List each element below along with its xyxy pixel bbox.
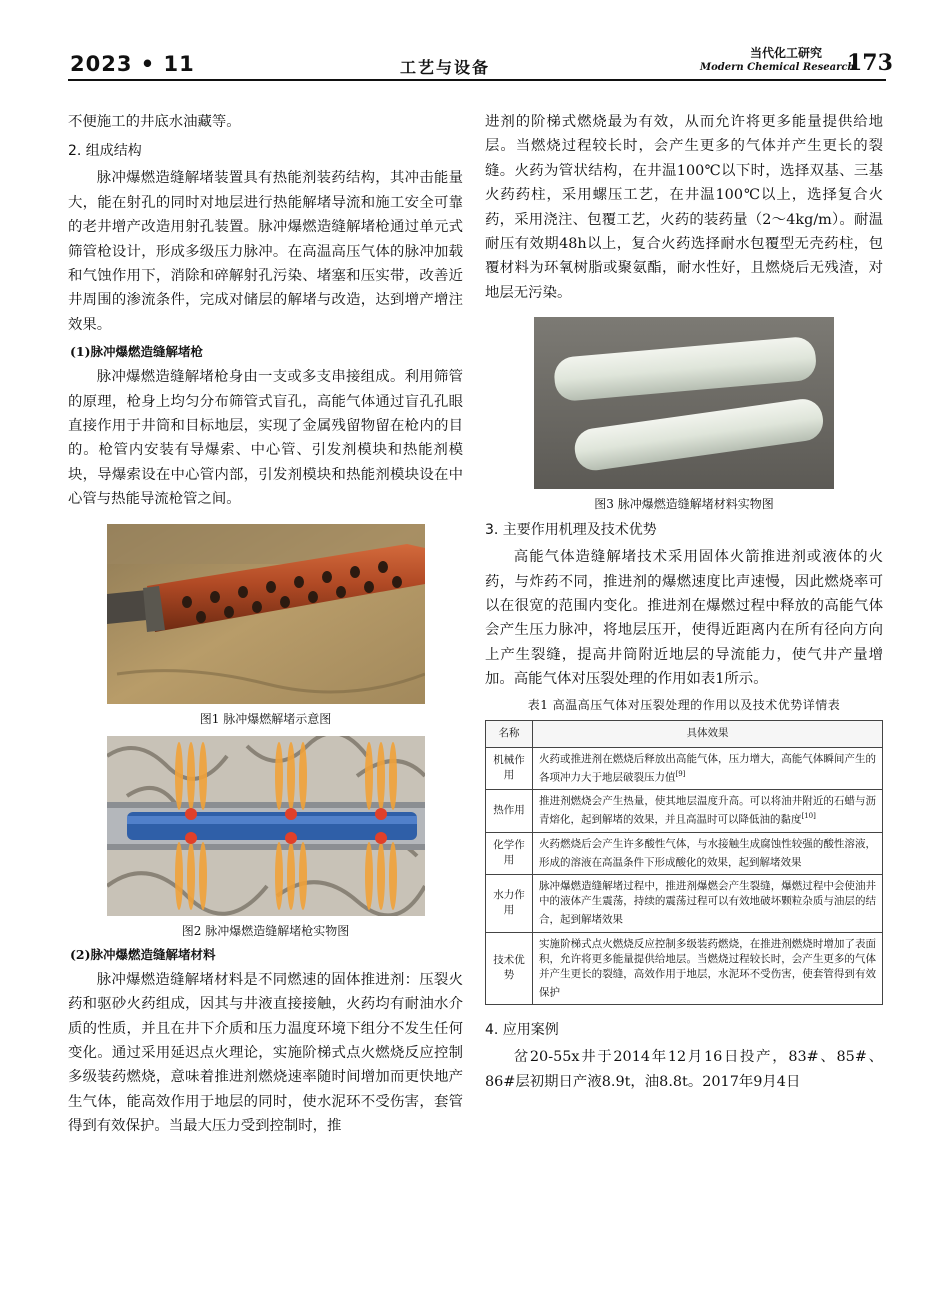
table-row <box>486 875 883 933</box>
effects-table <box>485 720 883 1006</box>
table-caption: 表1 高温高压气体对压裂处理的作用以及技术优势详情表 <box>527 697 841 712</box>
paragraph: 脉冲爆燃造缝解堵材料是不同燃速的固体推进剂：压裂火药和驱砂火药组成，因其与井液直接接触，火药均有耐油水介质的性质，并且在井下介质和压力温度环境下组分不发生任何变化。通过采用延迟点火理论，实施阶梯式点火燃烧反应控制多级装药燃烧，意味着推进剂燃烧速率随时间增加而更快地产生气体，能高效作用于地层的同时，使水泥环不受伤害，套管得到有效保护。当最大压力受到控制时，推 <box>68 971 463 1135</box>
section-title: 工艺与设备 <box>400 58 491 77</box>
table-cell-effect <box>533 832 883 875</box>
table-cell-name: 化学作用 <box>486 832 533 875</box>
figure-2-caption: 图2 脉冲爆燃造缝解堵枪实物图 <box>181 923 350 938</box>
figure-2-gun-illustration <box>107 736 425 916</box>
table-cell-name: 水力作用 <box>486 875 533 933</box>
effect-text: 脉冲爆燃造缝解堵过程中，推进剂爆燃会产生裂缝，爆燃过程中会使油井中的液体产生震荡，持续的震荡过程可以有效地破坏颗粒杂质与油层的结合，起到解堵效果 <box>539 880 876 926</box>
effect-text: 火药燃烧后会产生许多酸性气体，与水接触生成腐蚀性较强的酸性溶液，形成的溶液在高温条件下形成酸化的效果，起到解堵效果 <box>539 837 876 869</box>
table-header-effect: 具体效果 <box>533 720 883 747</box>
figure-3-material-photo <box>534 317 834 489</box>
left-column <box>68 110 463 1139</box>
issue-label: 2023 • 11 <box>70 52 195 76</box>
effect-text: 实施阶梯式点火燃烧反应控制多级装药燃烧，在推进剂燃烧时增加了表面积，允许将更多能量提供给地层。当燃烧过程较长时，会产生更多的气体并产生更长的裂缝，高效作用于地层，水泥环不受伤害，使套管得到有效保护 <box>539 937 876 999</box>
table-cell-effect <box>533 747 883 790</box>
paragraph: 岔20-55x井于2014年12月16日投产，83#、85#、86#层初期日产液8.9t，油8.8t。2017年9月4日 <box>485 1049 883 1090</box>
table-row <box>486 747 883 790</box>
table-cell-effect <box>533 875 883 933</box>
paragraph: 高能气体造缝解堵技术采用固体火箭推进剂或液体的火药，与炸药不同，推进剂的爆燃速度比声速慢，因此燃烧率可以在很宽的范围内变化。推进剂在爆燃过程中释放的高能气体会产生压力脉冲，将地层压开，使得近距离内在所有径向方向上产生裂缝，提高井筒附近地层的导流能力，使气井产量增加。高能气体对压裂处理的作用如表1所示。 <box>485 549 883 688</box>
figure-1-caption: 图1 脉冲爆燃解堵示意图 <box>199 711 332 726</box>
table-cell-name: 机械作用 <box>486 747 533 790</box>
header-rule <box>68 79 886 81</box>
table-cell-name: 技术优势 <box>486 932 533 1005</box>
table-row <box>486 790 883 833</box>
section-heading: 3. 主要作用机理及技术优势 <box>485 522 657 539</box>
figure-1-gun-photo <box>107 524 425 704</box>
table-cell-effect <box>533 790 883 833</box>
journal-title-cn: 当代化工研究 <box>750 46 823 60</box>
figure-3-caption: 图3 脉冲爆燃造缝解堵材料实物图 <box>594 497 774 512</box>
section-heading: 4. 应用案例 <box>485 1022 559 1039</box>
page-number: 173 <box>847 50 893 76</box>
reference-mark: [10] <box>801 812 816 821</box>
table-cell-name: 热作用 <box>486 790 533 833</box>
gun-end-cap <box>107 590 147 624</box>
paragraph: 不便施工的井底水油藏等。 <box>68 114 241 130</box>
reference-mark: [9] <box>675 769 686 778</box>
table-row <box>486 932 883 1005</box>
right-column <box>485 110 883 1094</box>
table-cell-effect <box>533 932 883 1005</box>
effect-text: 推进剂燃烧会产生热量，使其地层温度升高。可以将油井附近的石蜡与沥青熔化，起到解堵的效果，并且高温时可以降低油的黏度 <box>539 795 876 826</box>
paragraph: 进剂的阶梯式燃烧最为有效，从而允许将更多能量提供给地层。当燃烧过程较长时，会产生更多的气体并产生更长的裂缝。火药为管状结构，在井温100℃以下时，选择双基、三基火药药柱，采用螺压工艺，在井温100℃以上，选择复合火药，采用浇注、包覆工艺，火药的装药量（2～4kg/m）。耐温耐压有效期48h以上，复合火药选择耐水包覆型无壳药柱，包覆材料为环氧树脂或聚氨酯，耐水性好，且燃烧后无残渣，对地层无污染。 <box>485 114 883 301</box>
journal-title-en: Modern Chemical Research <box>700 62 855 73</box>
subsection-heading: (1)脉冲爆燃造缝解堵枪 <box>70 344 204 360</box>
table-header-name: 名称 <box>486 720 533 747</box>
paragraph: 脉冲爆燃造缝解堵装置具有热能剂装药结构，其冲击能量大，能在射孔的同时对地层进行热能解堵导流和施工安全可靠的老井增产改造用射孔装置。脉冲爆燃造缝解堵枪通过单元式筛管枪设计，形成多级压力脉冲。在高温高压气体的脉冲加载和气蚀作用下，消除和碎解射孔污染、堵塞和压实带，改善近井周围的渗流条件，完成对储层的解堵与改造，达到增产增注效果。 <box>68 170 463 333</box>
effect-text: 火药或推进剂在燃烧后释放出高能气体，压力增大，高能气体瞬间产生的各项冲力大于地层破裂压力值 <box>539 752 876 784</box>
subsection-heading: (2)脉冲爆燃造缝解堵材料 <box>70 946 216 962</box>
paragraph: 脉冲爆燃造缝解堵枪身由一支或多支串接组成。利用筛管的原理，枪身上均匀分布筛管式盲孔，高能气体通过盲孔孔眼直接作用于井筒和目标地层，实现了金属残留物留在枪内的目的。枪管内安装有导爆索、中心管、引发剂模块和热能剂模块，导爆索设在中心管内部，引发剂模块和热能剂模块设在中心管与热能导流枪管之间。 <box>68 369 463 508</box>
section-heading: 2. 组成结构 <box>68 143 142 160</box>
table-row <box>486 832 883 875</box>
